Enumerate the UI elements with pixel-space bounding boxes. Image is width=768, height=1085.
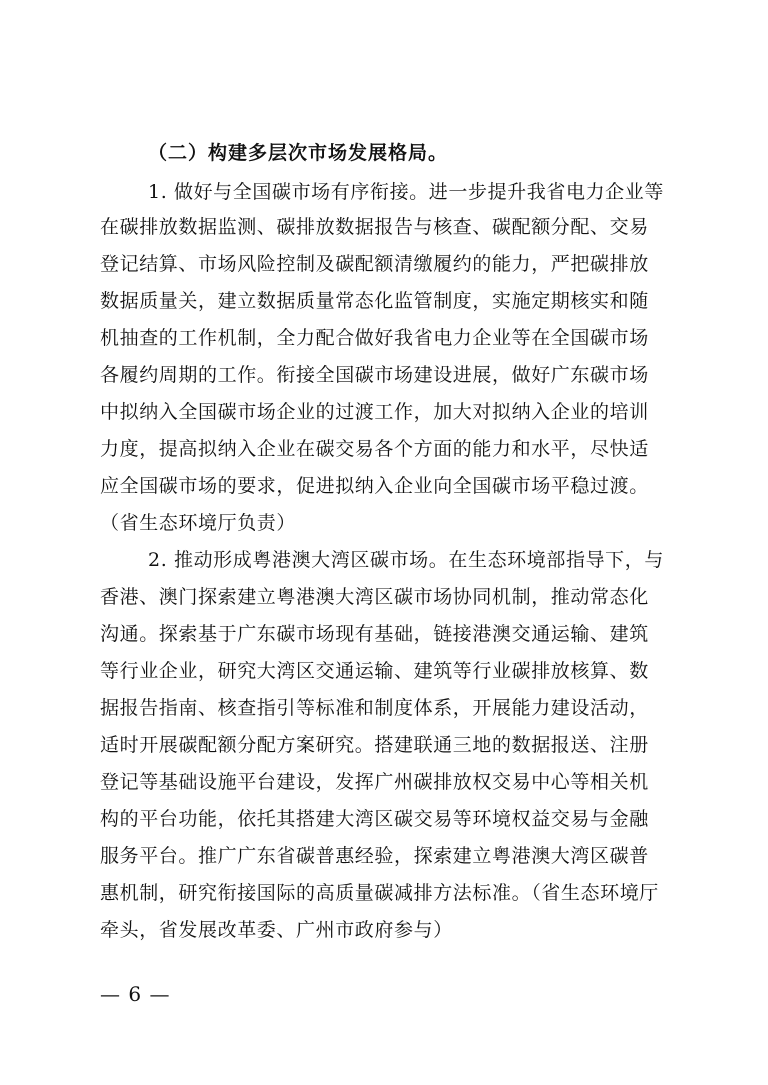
paragraph-1-line-2: 在碳排放数据监测、碳排放数据报告与核查、碳配额分配、交易 (100, 216, 649, 238)
paragraph-2-line-2: 香港、澳门探索建立粤港澳大湾区碳市场协同机制，推动常态化 (100, 586, 649, 608)
paragraph-1-line-5: 机抽查的工作机制，全力配合做好我省电力企业等在全国碳市场 (100, 327, 649, 349)
paragraph-1-line-10: （省生态环境厅负责） (100, 512, 297, 534)
paragraph-1-line-3: 登记结算、市场风险控制及碳配额清缴履约的能力，严把碳排放 (100, 253, 649, 275)
paragraph-2-line-11: 牵头，省发展改革委、广州市政府参与） (100, 919, 453, 941)
section-heading: （二）构建多层次市场发展格局。 (148, 142, 449, 164)
paragraph-1-line-9: 应全国碳市场的要求，促进拟纳入企业向全国碳市场平稳过渡。 (100, 475, 649, 497)
paragraph-2-line-9: 服务平台。推广广东省碳普惠经验，探索建立粤港澳大湾区碳普 (100, 845, 649, 867)
paragraph-1-line-1: 1. 做好与全国碳市场有序衔接。进一步提升我省电力企业等 (148, 181, 664, 203)
paragraph-2-line-5: 据报告指南、核查指引等标准和制度体系，开展能力建设活动， (100, 697, 649, 719)
paragraph-2-line-7: 登记等基础设施平台建设，发挥广州碳排放权交易中心等相关机 (100, 771, 649, 793)
paragraph-1-line-8: 力度，提高拟纳入企业在碳交易各个方面的能力和水平，尽快适 (100, 438, 649, 460)
paragraph-1-line-4: 数据质量关，建立数据质量常态化监管制度，实施定期核实和随 (100, 290, 649, 312)
paragraph-2-line-1: 2. 推动形成粤港澳大湾区碳市场。在生态环境部指导下，与 (148, 549, 664, 571)
paragraph-2-line-6: 适时开展碳配额分配方案研究。搭建联通三地的数据报送、注册 (100, 734, 649, 756)
paragraph-2-line-8: 构的平台功能，依托其搭建大湾区碳交易等环境权益交易与金融 (100, 808, 649, 830)
paragraph-2-line-3: 沟通。探索基于广东碳市场现有基础，链接港澳交通运输、建筑 (100, 623, 649, 645)
page-number: — 6 — (100, 982, 171, 1006)
paragraph-1-line-6: 各履约周期的工作。衔接全国碳市场建设进展，做好广东碳市场 (100, 364, 649, 386)
paragraph-2-line-10: 惠机制，研究衔接国际的高质量碳减排方法标准。（省生态环境厅 (100, 882, 659, 904)
paragraph-1-line-7: 中拟纳入全国碳市场企业的过渡工作，加大对拟纳入企业的培训 (100, 401, 649, 423)
paragraph-2-line-4: 等行业企业，研究大湾区交通运输、建筑等行业碳排放核算、数 (100, 660, 649, 682)
